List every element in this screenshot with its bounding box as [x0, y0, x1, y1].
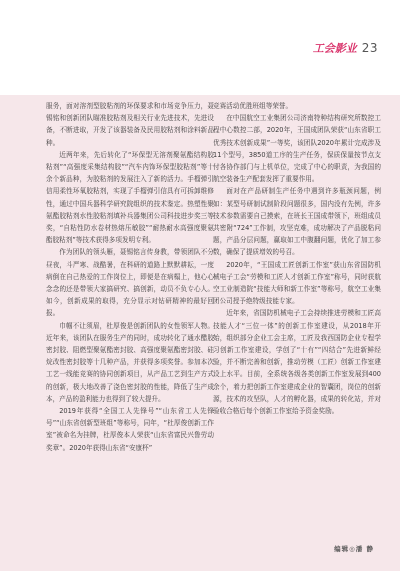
paragraph: 作为团队的领头雁，聂锡铭言传身教，带领团队不分昼夜，斗严寒、战酷暑，在科研的道路上默默耕耘，一度病倒在自己热爱的工作岗位上，即便是在病榻上，他心心念念的还是带领大家搞研究、搞创新，动员不负专心人。如今，创新成果的取得，充分显示对钻研精神的最好回报。: [46, 248, 214, 318]
paragraph: 竞赛活动优胜班组等荣誉。: [213, 102, 293, 110]
paragraph: 2020年，“王国成工匠创新工作室”获山东省国防机械电子工会“劳模和工匠人才创新工作室”称号，同时获航空工业制造院“技能大师和新工作室”等称号，航空工业集团公司授予绝特级技能专家。: [213, 260, 381, 306]
paragraph: 2019年获得“全国工人先锋号”“山东省工人先锋号”“山东省创新型班组”等称号，同年，“杜厚俊创新工作室”被命名为挂牌，杜厚俊本人荣获“山东省富民兴鲁劳动奖章”。2020年获得山东省“安康杯”: [46, 407, 214, 452]
paragraph: 在中国航空工业集团公司济南特种结构研究所数控工程中心数控二部，2020年，王国成团队荣获“山东省职工优秀技术创新成果”一等奖，该团队2020年累计完成涉及11个型号，3850道工序的生产任务，保质保量按节点支付各协作部门与上机单位，完成了中心的职责，为我国的航空装备生产配套发挥了重要作用。: [213, 114, 381, 184]
page-header: [313, 40, 378, 56]
page-number: 23: [361, 41, 378, 55]
paragraph: 面对在产品研制生产任务中遇到许多瓶颈问题，例如：某型号研制试制阶段问题很多，国内没有先例，许多技术参数需要自己摸索，在班长王国成带领下，班组成员共密附“724”工作制，攻坚克难，成功解决了产品脱粘问题，产品分层问题，赢取如工中腹翻问题，优化了加工参数，确保了提质增效的号召。: [213, 187, 381, 257]
paragraph: 服务，面对溶剂型胶粘剂的环保要求和市场竞争压力，聂锡铭和创新团队瞄准胶粘剂及相关行业先进技术，先进设备，不断进取，开发了该器装备及民用胶粘剂和涂料新品种。: [46, 102, 214, 147]
paragraph: 巾帼不让须眉，杜厚俊是创新团队的女性领军人物。近年来，该团队在服务生产的同时，成功转化了通水醋胶密封胶、阻燃型聚氨酯密封胶、高强度聚氨酯密封胶、硅烷改性密封胶等十几种产品，并获得多项奖誉。参加本次工艺一线能竞赛的协同创新项目，从产品工艺到生产方式的创新，极大地改善了浇色密封胶的性能，降低了生产成本，产品的盈利能力也得到了较大提升。: [46, 321, 214, 403]
left-column: [46, 100, 214, 454]
right-column: [213, 100, 381, 417]
paragraph: 近年来，省国防机械电子工会持续推进劳模和工匠高技能人才“三位一体”的创新工作室建设，从2018年开始，组织部分企业工会主席，工匠及我西国防企业专程学习创新工作室建设，学创了“十有”“四结合”先进新鲜经验，并不断完善和创新，推动劳模（工匠）创新工作室建设上水平。目前，全系统各级各类创新工作室发展到400余个，着力把创新工作室建成企业的智囊团，岗位的创新源，技术的攻坚队，人才的孵化器，成果的转化站，并对验收合格后每个创新工作室给予资金奖励。: [213, 309, 381, 416]
paragraph: 近两年来，先后转化了“环保型无溶剂聚氨酯结构胶粘剂”“高强度采集结构胶”“汽车内饰环保型胶粘剂”等十余个新品种，为胶粘剂的发展注入了新的活力。手榴弹引信用柔性环氧胶粘剂，实现了手榴弹引信具有可拆卸维修性，通过中国兵器科学研究院组织的技术鉴定。热塑性聚氨酯胶粘剂水性胶粘剂填补兵器集团公司科技进步奖三等奖，“自粘性防水卷材热熔压敏胶”“耐热耐水高强度聚氨酯胶粘剂”等技术获得多项发明专利。: [46, 150, 214, 245]
section-title: 工会影业: [312, 42, 357, 55]
editor-credit: 编辑◎潘 静: [334, 545, 374, 553]
